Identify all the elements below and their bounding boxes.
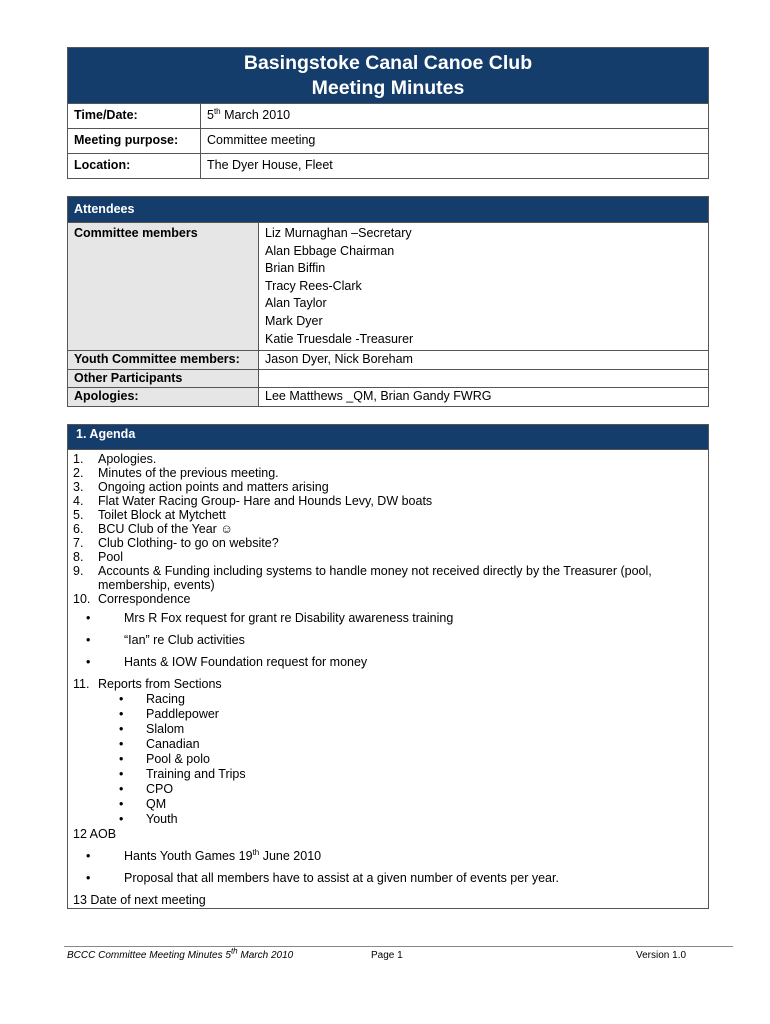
committee-member: Alan Taylor xyxy=(265,296,327,311)
section-item: • Paddlepower xyxy=(119,707,219,721)
bullet-icon: • xyxy=(119,797,124,811)
committee-member: Brian Biffin xyxy=(265,261,326,276)
committee-members-list xyxy=(259,223,709,351)
location-label: Location: xyxy=(68,154,201,179)
attendees-header: Attendees xyxy=(68,197,709,223)
agenda-item: 11. Reports from Sections xyxy=(73,677,222,691)
meeting-info-table xyxy=(67,47,709,179)
correspondence-item: • Mrs R Fox request for grant re Disability awareness training xyxy=(86,607,698,629)
bullet-icon: • xyxy=(86,611,91,625)
agenda-item: 5. Toilet Block at Mytchett xyxy=(73,508,226,522)
time-date-label: Time/Date: xyxy=(68,104,201,129)
agenda-item: 9. Accounts & Funding including systems to handle money not received directly by the Treasurer (pool, membership, events) xyxy=(73,564,652,592)
agenda-item: 7. Club Clothing- to go on website? xyxy=(73,536,279,550)
bullet-icon: • xyxy=(119,692,124,706)
bullet-icon: • xyxy=(119,767,124,781)
agenda-list xyxy=(73,452,698,907)
committee-member: Tracy Rees-Clark xyxy=(265,278,362,293)
committee-members-label: Committee members xyxy=(68,223,259,351)
agenda-item: 1. Apologies. xyxy=(73,452,157,466)
agenda-item: 6. BCU Club of the Year ☺ xyxy=(73,522,234,536)
youth-committee-value: Jason Dyer, Nick Boreham xyxy=(259,351,709,370)
agenda-item: 3. Ongoing action points and matters arising xyxy=(73,480,329,494)
section-item: • Training and Trips xyxy=(119,767,246,781)
bullet-icon: • xyxy=(86,849,91,863)
committee-member: Liz Murnaghan –Secretary xyxy=(265,226,412,240)
committee-member: Alan Ebbage Chairman xyxy=(265,243,395,258)
document-title xyxy=(68,48,709,104)
section-item: • Racing xyxy=(119,692,185,706)
agenda-body xyxy=(67,450,709,909)
correspondence-item: • Hants & IOW Foundation request for money xyxy=(86,651,698,673)
youth-committee-label: Youth Committee members: xyxy=(68,351,259,370)
section-item: • Youth xyxy=(119,812,178,826)
bullet-icon: • xyxy=(119,812,124,826)
section-item: • Slalom xyxy=(119,722,185,736)
agenda-item: 8. Pool xyxy=(73,550,124,564)
footer-version: Version 1.0 xyxy=(636,950,687,961)
meeting-purpose-label: Meeting purpose: xyxy=(68,129,201,154)
aob-heading: 12 AOB xyxy=(73,827,117,841)
bullet-icon: • xyxy=(86,655,91,669)
section-item: • Canadian xyxy=(119,737,200,751)
bullet-icon: • xyxy=(86,633,91,647)
location-value: The Dyer House, Fleet xyxy=(201,154,709,179)
section-item: • QM xyxy=(119,797,167,811)
other-participants-value xyxy=(259,369,709,388)
section-item: • CPO xyxy=(119,782,174,796)
footer-page-number: Page 1 xyxy=(371,950,403,961)
aob-item: • Proposal that all members have to assist at a given number of events per year. xyxy=(86,867,698,889)
apologies-value: Lee Matthews _QM, Brian Gandy FWRG xyxy=(259,388,709,407)
bullet-icon: • xyxy=(119,782,124,796)
agenda-item: 10. Correspondence xyxy=(73,592,191,606)
aob-sublist xyxy=(73,845,698,889)
bullet-icon: • xyxy=(119,722,124,736)
title-line-2: Meeting Minutes xyxy=(311,77,465,99)
bullet-icon: • xyxy=(86,871,91,885)
time-date-value: 5th March 2010 xyxy=(201,104,709,129)
next-meeting-heading: 13 Date of next meeting xyxy=(73,893,206,907)
title-line-1: Basingstoke Canal Canoe Club xyxy=(243,52,533,74)
committee-member: Mark Dyer xyxy=(265,313,323,328)
bullet-icon: • xyxy=(119,752,124,766)
attendees-table xyxy=(67,196,709,407)
apologies-label: Apologies: xyxy=(68,388,259,407)
committee-member: Katie Truesdale -Treasurer xyxy=(265,331,414,346)
bullet-icon: • xyxy=(119,737,124,751)
agenda-item: 2. Minutes of the previous meeting. xyxy=(73,466,279,480)
aob-item: • Hants Youth Games 19th June 2010 xyxy=(86,845,698,867)
correspondence-sublist xyxy=(73,607,698,673)
footer-divider xyxy=(64,946,733,947)
agenda-item: 4. Flat Water Racing Group- Hare and Hounds Levy, DW boats xyxy=(73,494,433,508)
meeting-purpose-value: Committee meeting xyxy=(201,129,709,154)
correspondence-item: • “Ian” re Club activities xyxy=(86,629,698,651)
other-participants-label: Other Participants xyxy=(68,369,259,388)
bullet-icon: • xyxy=(119,707,124,721)
agenda-header: 1. Agenda xyxy=(67,424,709,450)
section-item: • Pool & polo xyxy=(119,752,210,766)
footer-document-title: BCCC Committee Meeting Minutes 5th March 2010 xyxy=(67,946,294,961)
sections-sublist xyxy=(73,692,698,827)
